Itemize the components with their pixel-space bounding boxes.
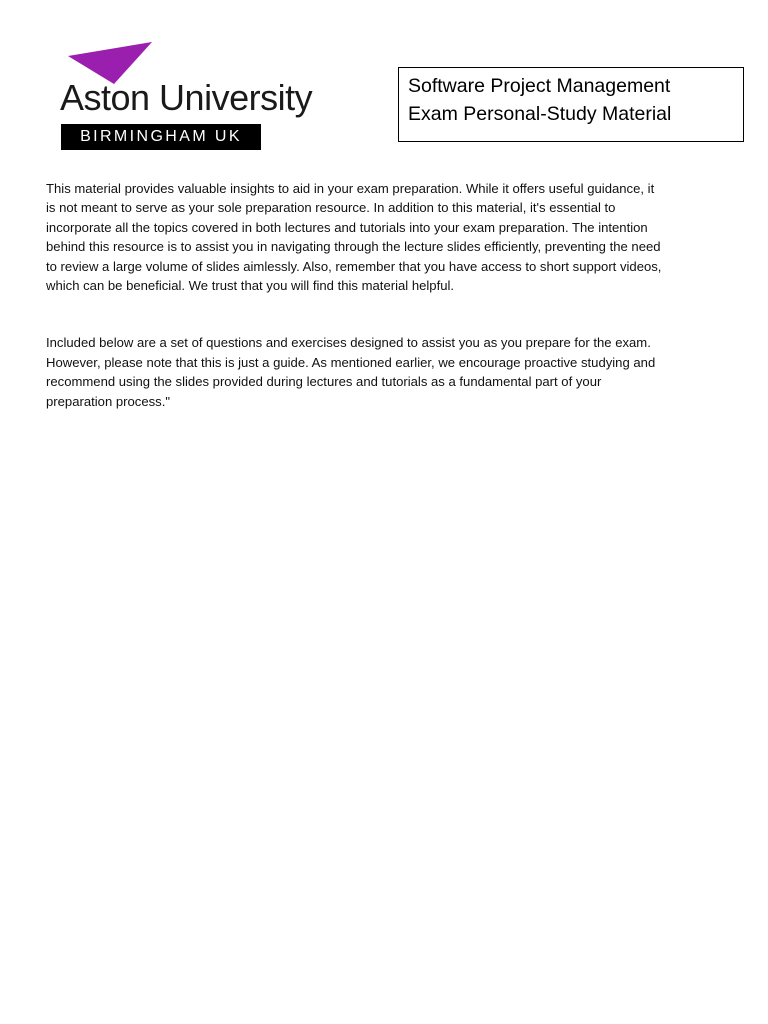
paragraph-line: recommend using the slides provided during lectures and tutorials as a fundamental part of your — [46, 374, 602, 390]
paragraph-line: Included below are a set of questions and exercises designed to assist you as you prepare for the exam. — [46, 335, 651, 351]
paragraph-line: which can be beneficial. We trust that you will find this material helpful. — [46, 278, 455, 294]
intro-paragraph — [46, 179, 726, 295]
document-title-box — [398, 67, 744, 142]
title-line-2: Exam Personal-Study Material — [408, 103, 672, 125]
university-name: Aston University — [60, 77, 313, 118]
paragraph-line: behind this resource is to assist you in navigating through the lecture slides efficiently, preventing the need — [46, 239, 661, 255]
paragraph-line: This material provides valuable insights to aid in your exam preparation. While it offers useful guidance, it — [46, 181, 655, 196]
paragraph-line: to review a large volume of slides aimlessly. Also, remember that you have access to short support videos, — [46, 258, 662, 274]
paragraph-line: is not meant to serve as your sole preparation resource. In addition to this material, it's essential to — [46, 200, 616, 216]
paragraph-line: incorporate all the topics covered in both lectures and tutorials into your exam preparation. The intention — [46, 219, 648, 235]
paragraph-line: preparation process." — [46, 393, 171, 409]
paragraph-line: However, please note that this is just a guide. As mentioned earlier, we encourage proactive studying and — [46, 354, 656, 370]
title-line-1: Software Project Management — [408, 75, 671, 97]
document-body — [46, 179, 726, 411]
guide-paragraph — [46, 333, 726, 411]
university-logo — [60, 42, 332, 152]
location-bar: BIRMINGHAM UK — [61, 124, 261, 150]
